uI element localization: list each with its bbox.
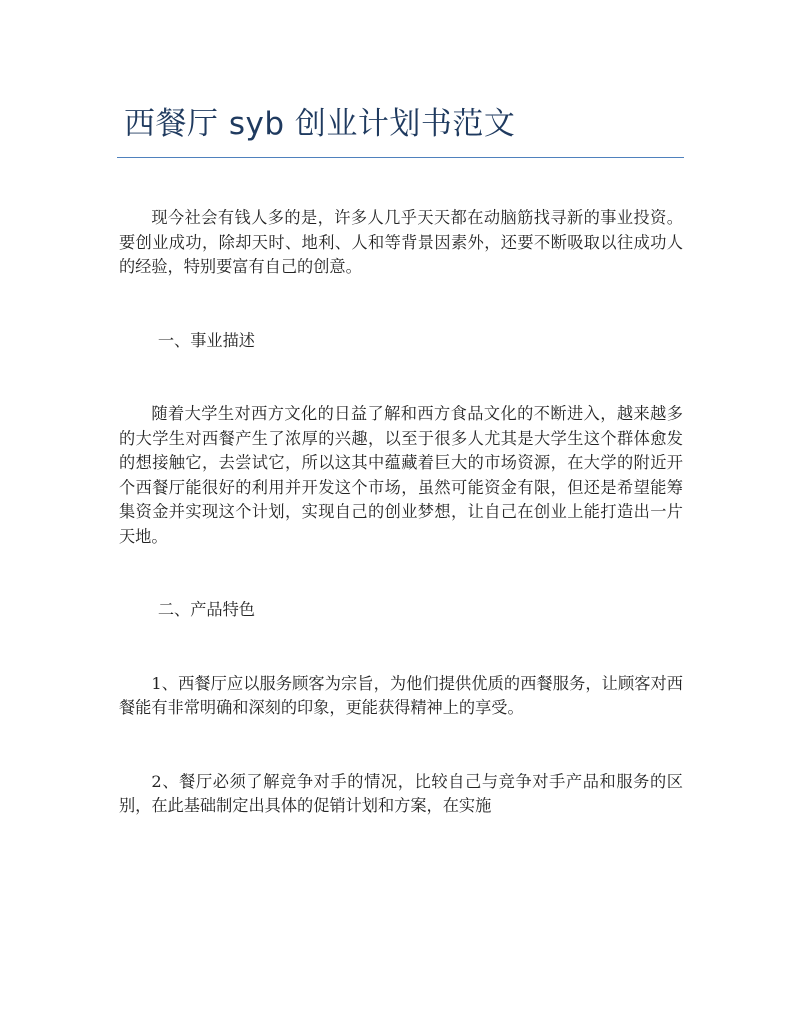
document-body [119,206,683,868]
business-description-paragraph: 随着大学生对西方文化的日益了解和西方食品文化的不断进入，越来越多的大学生对西餐产生了浓厚的兴趣，以至于很多人尤其是大学生这个群体愈发的想接触它，去尝试它，所以这其中蕴藏着巨大的市场资源，在大学的附近开个西餐厅能很好的利用并开发这个市场，虽然可能资金有限，但还是希望能筹集资金并实现这个计划，实现自己的创业梦想，让自己在创业上能打造出一片天地。 [119,404,683,546]
intro-paragraph: 现今社会有钱人多的是，许多人几乎天天都在动脑筋找寻新的事业投资。要创业成功，除却天时、地利、人和等背景因素外，还要不断吸取以往成功人的经验，特别要富有自己的创意。 [119,208,683,276]
product-feature-item-2: 2、餐厅必须了解竞争对手的情况，比较自己与竞争对手产品和服务的区别，在此基础制定出具体的促销计划和方案，在实施 [119,771,683,815]
section-heading-business-description: 一、事业描述 [157,330,255,350]
product-feature-item-1: 1、西餐厅应以服务顾客为宗旨，为他们提供优质的西餐服务，让顾客对西餐能有非常明确和深刻的印象，更能获得精神上的享受。 [119,673,683,717]
title-underline [117,157,684,158]
document-title: 西餐厅 syb 创业计划书范文 [124,106,516,142]
section-heading-product-features: 二、产品特色 [157,600,255,619]
